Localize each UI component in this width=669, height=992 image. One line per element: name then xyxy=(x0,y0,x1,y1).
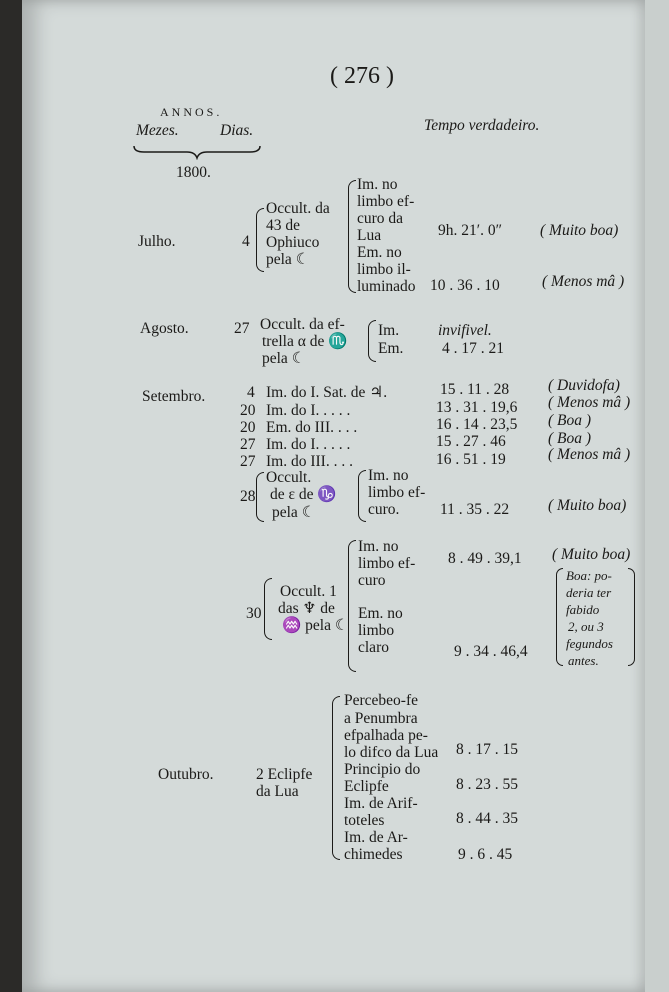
setembro-30-note-line: fegundos xyxy=(566,636,613,651)
julho-phase-line: limbo il- xyxy=(357,261,411,278)
page-number: ( 276 ) xyxy=(330,63,394,89)
julho-note: ( Muito boa) xyxy=(540,222,619,239)
tempo-heading: Tempo verdadeiro. xyxy=(424,117,540,134)
julho-time: 10 . 36 . 10 xyxy=(430,277,500,294)
header-brace xyxy=(132,144,262,160)
julho-time: 9h. 21′. 0″ xyxy=(438,222,503,239)
month-outubro: Outubro. xyxy=(158,766,214,783)
setembro-28-phase-line: curo. xyxy=(368,501,400,518)
julho-phase-line: Em. no xyxy=(357,244,402,261)
outubro-phase-line: Principio do xyxy=(344,761,421,778)
setembro-28-event-brace xyxy=(256,472,264,522)
setembro-28-phase-brace xyxy=(358,470,366,522)
julho-event-brace xyxy=(256,208,264,272)
outubro-time: 8 . 23 . 55 xyxy=(456,776,518,793)
outubro-day: 2 xyxy=(256,766,264,783)
agosto-time: 4 . 17 . 21 xyxy=(442,340,504,357)
setembro-30-day: 30 xyxy=(246,605,262,622)
setembro-30-event-line: das ♆ de xyxy=(278,600,335,617)
julho-note: ( Menos mâ ) xyxy=(542,273,625,290)
agosto-time: invifivel. xyxy=(438,322,492,339)
outubro-phase-line: Im. de Arif- xyxy=(344,795,418,812)
setembro-28-event-line: pela ☾ xyxy=(272,504,316,521)
outubro-phase-line: chimedes xyxy=(344,846,403,863)
setembro-row-note: ( Boa ) xyxy=(548,412,592,429)
year-label: 1800. xyxy=(176,164,211,181)
setembro-row-day: 27 xyxy=(240,453,256,470)
setembro-30-note-line: antes. xyxy=(568,653,599,668)
agosto-event-line: trella α de ♏ xyxy=(262,333,348,350)
setembro-30-note-line: deria ter xyxy=(566,585,612,600)
setembro-30-phase-line: limbo ef- xyxy=(358,555,416,572)
month-agosto: Agosto. xyxy=(140,320,189,337)
agosto-event-line: pela ☾ xyxy=(262,350,306,367)
setembro-30-phase-brace xyxy=(348,540,356,672)
setembro-30-note-brace-right xyxy=(628,568,635,666)
setembro-row-note: ( Menos mâ ) xyxy=(548,394,631,411)
setembro-30-time: 8 . 49 . 39,1 xyxy=(448,550,522,567)
setembro-30-event-line: ♒ pela ☾ xyxy=(282,617,349,634)
setembro-row-time: 16 . 14 . 23,5 xyxy=(436,416,518,433)
setembro-30-note-line: Boa: po- xyxy=(566,568,612,583)
outubro-phase-line: toteles xyxy=(344,812,385,829)
outubro-phase-line: Percebeo-fe xyxy=(344,692,419,709)
setembro-row-event: Im. do III. . . . xyxy=(266,453,353,470)
outubro-event-line: da Lua xyxy=(256,783,299,800)
agosto-phase-brace xyxy=(368,320,376,362)
setembro-row-note: ( Duvidofa) xyxy=(548,377,620,394)
setembro-row-event: Im. do I. . . . . xyxy=(266,436,351,453)
setembro-30-note-brace-left xyxy=(556,568,563,666)
setembro-30-event-brace xyxy=(264,578,272,640)
julho-phase-line: Im. no xyxy=(357,176,398,193)
outubro-phase-brace xyxy=(332,696,340,860)
setembro-row-day: 4 xyxy=(247,384,255,401)
setembro-row-time: 16 . 51 . 19 xyxy=(436,451,506,468)
agosto-phase-line: Em. xyxy=(378,340,404,357)
julho-phase-line: Lua xyxy=(357,227,382,244)
setembro-28-time: 11 . 35 . 22 xyxy=(440,501,510,518)
setembro-28-note: ( Muito boa) xyxy=(548,497,627,514)
setembro-30-time: 9 . 34 . 46,4 xyxy=(454,643,528,660)
mezes-heading: Mezes. xyxy=(136,122,179,139)
month-julho: Julho. xyxy=(138,233,176,250)
setembro-30-note-line: fabido xyxy=(566,602,600,617)
setembro-row-day: 20 xyxy=(240,419,256,436)
setembro-30-note: ( Muito boa) xyxy=(552,546,631,563)
setembro-row-time: 15 . 11 . 28 xyxy=(440,381,510,398)
julho-phase-line: curo da xyxy=(357,210,404,227)
setembro-28-phase-line: Im. no xyxy=(368,467,409,484)
julho-day: 4 xyxy=(242,233,250,250)
agosto-day: 27 xyxy=(234,320,250,337)
outubro-event-line: Eclipfe xyxy=(267,766,313,783)
agosto-phase-line: Im. xyxy=(378,322,400,339)
setembro-28-event-line: de ε de ♑ xyxy=(270,486,337,503)
setembro-30-event-line: Occult. 1 xyxy=(280,583,337,600)
setembro-28-day: 28 xyxy=(240,488,256,505)
setembro-row-time: 15 . 27 . 46 xyxy=(436,433,506,450)
facing-page-edge xyxy=(645,0,669,992)
setembro-row-day: 27 xyxy=(240,436,256,453)
setembro-30-phase-line: Im. no xyxy=(358,538,399,555)
julho-event-line: Occult. da xyxy=(266,200,330,217)
setembro-row-note: ( Boa ) xyxy=(548,430,592,447)
outubro-phase-line: lo difco da Lua xyxy=(344,744,439,761)
julho-phase-brace xyxy=(348,180,356,293)
julho-event-line: pela ☾ xyxy=(266,251,310,268)
setembro-row-day: 20 xyxy=(240,402,256,419)
agosto-event-line: Occult. da ef- xyxy=(260,316,345,333)
julho-event-line: 43 de xyxy=(266,217,301,234)
julho-phase-line: limbo ef- xyxy=(357,193,415,210)
julho-phase-line: luminado xyxy=(357,278,416,295)
setembro-30-note-line: 2, ou 3 xyxy=(568,619,604,634)
setembro-row-event: Im. do I. Sat. de ♃. xyxy=(266,384,388,401)
setembro-30-phase-line: Em. no xyxy=(358,605,403,622)
setembro-row-event: Em. do III. . . . xyxy=(266,419,358,436)
annos-heading: ANNOS. xyxy=(160,105,223,119)
outubro-time: 8 . 17 . 15 xyxy=(456,741,518,758)
month-setembro: Setembro. xyxy=(142,388,206,405)
setembro-28-event-line: Occult. xyxy=(266,469,312,486)
setembro-row-time: 13 . 31 . 19,6 xyxy=(436,399,518,416)
setembro-28-phase-line: limbo ef- xyxy=(368,484,426,501)
outubro-phase-line: a Penumbra xyxy=(344,710,418,727)
setembro-30-phase-line: claro xyxy=(358,639,389,656)
setembro-30-phase-line: curo xyxy=(358,572,386,589)
setembro-row-note: ( Menos mâ ) xyxy=(548,446,631,463)
outubro-phase-line: efpalhada pe- xyxy=(344,727,428,744)
outubro-phase-line: Im. de Ar- xyxy=(344,829,408,846)
outubro-time: 8 . 44 . 35 xyxy=(456,810,518,827)
outubro-time: 9 . 6 . 45 xyxy=(458,846,513,863)
setembro-30-phase-line: limbo xyxy=(358,622,395,639)
outubro-day-event xyxy=(256,766,312,783)
dias-heading: Dias. xyxy=(220,122,254,139)
setembro-row-event: Im. do I. . . . . xyxy=(266,402,351,419)
julho-event-line: Ophiuco xyxy=(266,234,320,251)
outubro-phase-line: Eclipfe xyxy=(344,778,389,795)
